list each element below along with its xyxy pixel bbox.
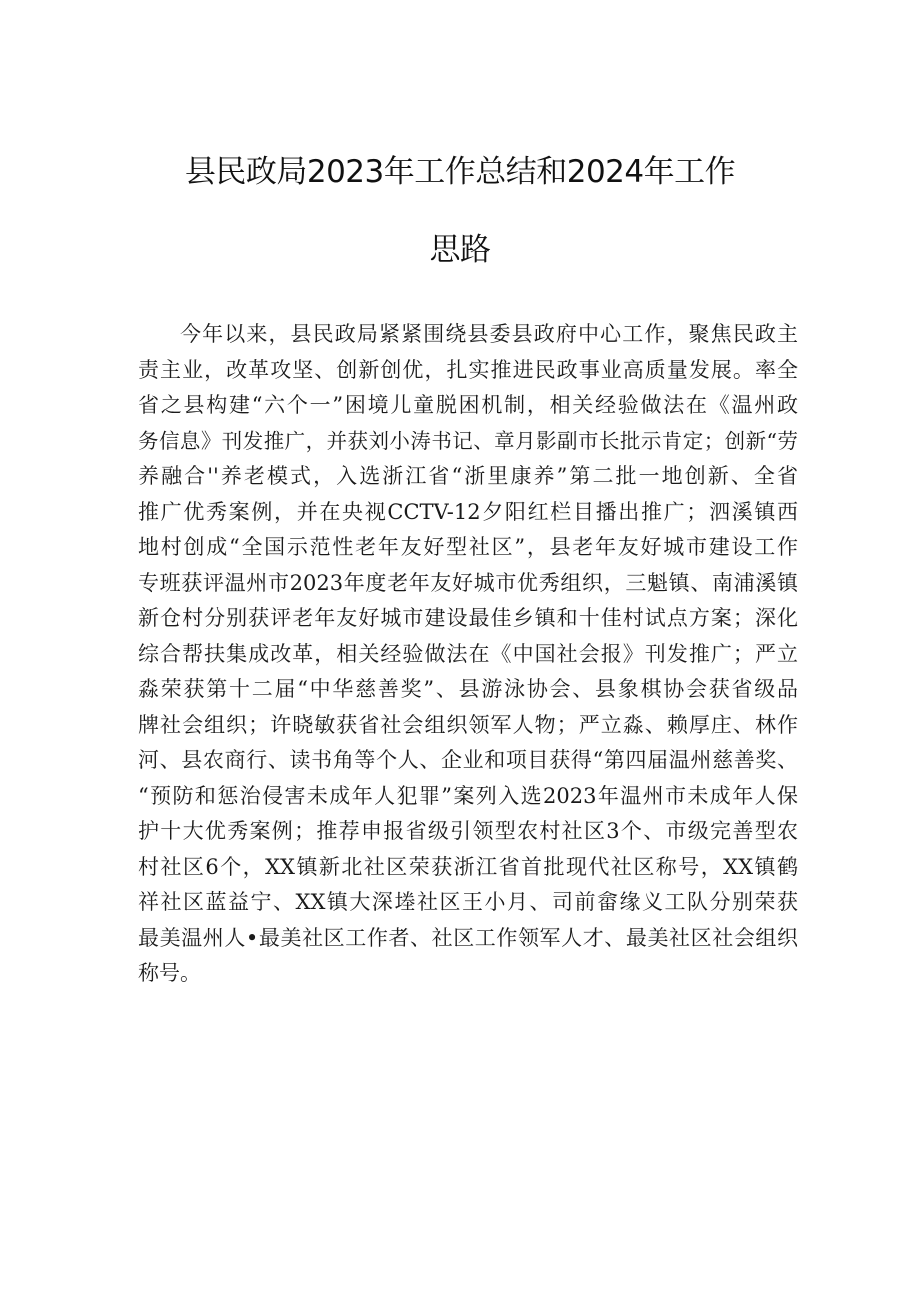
- paragraph-line: 推广优秀案例，并在央视CCTV-12夕阳红栏目播出推广；泗溪镇西: [138, 499, 798, 524]
- paragraph-line: 务信息》刊发推广，并获刘小涛书记、章月影副市长批示肯定；创新“劳: [138, 428, 798, 453]
- paragraph-line: 专班获评温州市2023年度老年友好城市优秀组织，三魁镇、南浦溪镇: [138, 570, 798, 595]
- document-title-line-2: 思路: [429, 232, 491, 268]
- paragraph-line: 综合帮扶集成改革，相关经验做法在《中国社会报》刊发推广；严立: [138, 641, 798, 666]
- paragraph-line: 村社区6个，XX镇新北社区荣获浙江省首批现代社区称号，XX镇鹤: [138, 854, 798, 879]
- paragraph-line: 责主业，改革攻坚、创新创优，扎实推进民政事业高质量发展。率全: [138, 357, 798, 382]
- paragraph-line: 今年以来，县民政局紧紧围绕县委县政府中心工作，聚焦民政主: [180, 322, 798, 346]
- paragraph-line: 淼荣获第十二届“中华慈善奖”、县游泳协会、县象棋协会获省级品: [138, 677, 798, 701]
- paragraph-line: 新仓村分别获评老年友好城市建设最佳乡镇和十佳村试点方案；深化: [138, 606, 798, 630]
- paragraph-line: “预防和惩治侵害未成年人犯罪”案列入选2023年温州市未成年人保: [138, 783, 798, 808]
- document-title-line-1: 县民政局2023年工作总结和2024年工作: [184, 154, 736, 190]
- paragraph-line: 最美温州人•最美社区工作者、社区工作领军人才、最美社区社会组织: [138, 925, 798, 950]
- paragraph-line: 祥社区蓝益宁、XX镇大深堘社区王小月、司前畲缘义工队分别荣获: [138, 890, 798, 914]
- paragraph-line: 牌社会组织；许晓敏获省社会组织领军人物；严立淼、赖厚庄、林作: [138, 712, 798, 737]
- paragraph-line: 称号。: [138, 961, 201, 985]
- body-paragraph: [138, 317, 798, 992]
- paragraph-line: 地村创成“全国示范性老年友好型社区”，县老年友好城市建设工作: [138, 535, 798, 559]
- paragraph-line: 河、县农商行、读书角等个人、企业和项目获得“第四届温州慈善奖、: [138, 748, 798, 772]
- paragraph-line: 省之县构建“六个一”困境儿童脱困机制，相关经验做法在《温州政: [138, 393, 798, 417]
- paragraph-line: 养融合''养老模式，入选浙江省“浙里康养”第二批一地创新、全省: [138, 464, 798, 488]
- paragraph-line: 护十大优秀案例；推荐申报省级引领型农村社区3个、市级完善型农: [138, 819, 798, 843]
